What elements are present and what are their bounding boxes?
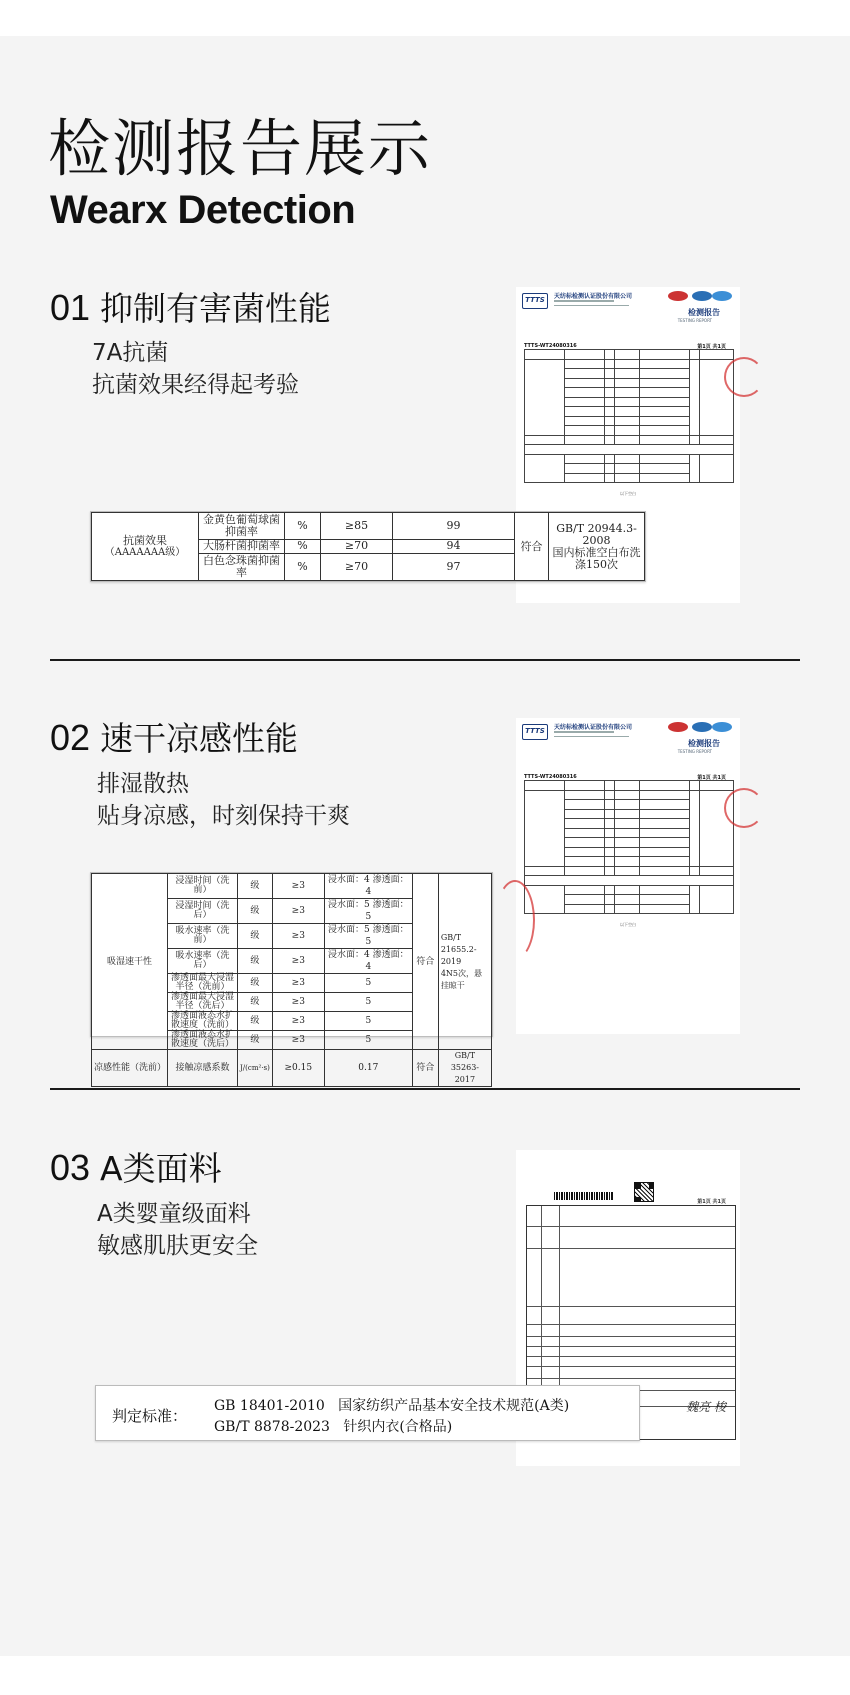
section-2-desc-line1: 排湿散热: [97, 771, 189, 797]
section-1-number: 01: [50, 287, 91, 328]
quickdry-standard: GB/T 21655.2-2019 4N5次，悬挂晾干: [438, 874, 491, 1050]
accreditation-badges-icon: [662, 722, 732, 736]
section-3-desc-line1: A类婴童级面料: [97, 1201, 251, 1227]
report-mini-table: [524, 780, 734, 914]
table-row: 渗透面液态水扩散速度（洗后）: [168, 1031, 238, 1050]
table-row: 浸湿时间（洗前）: [168, 874, 238, 899]
table-row: 吸水速率（洗前）: [168, 924, 238, 949]
report-number: TTTS-WT24080316: [524, 774, 577, 780]
section-1-desc-line1: 7A抗菌: [92, 340, 169, 366]
report-sublabel: TESTING REPORT: [677, 749, 712, 754]
report-sublabel: TESTING REPORT: [677, 318, 712, 323]
report-page-number: 第1页 共1页: [697, 344, 726, 350]
test-report-image-2: [516, 718, 740, 1034]
report-page-number: 第1页 共1页: [697, 775, 726, 781]
quickdry-verdict: 符合: [412, 874, 438, 1050]
section-3-desc-line2: 敏感肌肤更安全: [97, 1233, 258, 1259]
section-3-desc: [97, 1198, 258, 1262]
table-row: 吸水速率（洗后）: [168, 949, 238, 974]
section-2-number: 02: [50, 717, 91, 758]
section-3-title: A类面料: [100, 1149, 222, 1188]
page-subtitle: Wearx Detection: [50, 188, 356, 232]
section-1-title: 抑制有害菌性能: [100, 289, 332, 328]
report-footer: 以下空白: [620, 922, 636, 927]
seal-stamp-icon: [495, 880, 535, 960]
report-number: TTTS-WT24080316: [524, 343, 577, 349]
ttts-logo-icon: TTTS: [522, 724, 548, 740]
report-header: [522, 722, 734, 752]
standard-line-2: GB/T 8878-2023 针织内衣(合格品): [214, 1419, 453, 1435]
section-1-heading: [50, 287, 332, 328]
report-company: 天纺标检测认证股份有限公司: [554, 293, 633, 300]
antibacterial-category: 抗菌效果 （AAAAAAA级）: [92, 513, 199, 581]
standard-line-1: GB 18401-2010 国家纺织产品基本安全技术规范(A类): [214, 1398, 570, 1414]
report-mini-table: [524, 349, 734, 483]
table-row: 浸湿时间（洗后）: [168, 899, 238, 924]
signature: 魏亮 梭: [686, 1400, 726, 1414]
cool-category: 凉感性能（洗前）: [92, 1050, 168, 1087]
section-1-desc: [92, 337, 299, 401]
antibacterial-table: 抗菌效果 （AAAAAAA级） 金黄色葡萄球菌抑菌率 % ≥85 99 符合 GB/T 20944.3-2008 国内标准空白布洗涤150次 大肠杆菌抑菌率 % ≥70 94 白色念珠菌抑菌率 % ≥70 97: [90, 511, 646, 582]
section-2-desc: [97, 768, 350, 832]
seal-stamp-icon: [724, 357, 764, 397]
table-row: 金黄色葡萄球菌抑菌率: [199, 513, 285, 540]
table-row: 大肠杆菌抑菌率: [199, 539, 285, 553]
table-row: 渗透面最大浸湿半径（洗后）: [168, 993, 238, 1012]
table-row: 接触凉感系数: [168, 1050, 238, 1087]
antibacterial-verdict: 符合: [515, 513, 549, 581]
page-title: 检测报告展示: [48, 112, 433, 185]
accreditation-badges-icon: [662, 291, 732, 305]
standards-box: [95, 1385, 640, 1441]
table-row: 渗透面液态水扩散速度（洗前）: [168, 1012, 238, 1031]
report-label: 检测报告: [688, 739, 720, 748]
barcode-icon: [554, 1192, 614, 1200]
report-label: 检测报告: [688, 308, 720, 317]
section-2-desc-line2: 贴身凉感，时刻保持干爽: [97, 803, 350, 829]
antibacterial-standard: GB/T 20944.3-2008 国内标准空白布洗涤150次: [549, 513, 645, 581]
section-3-number: 03: [50, 1147, 91, 1188]
standards-label: 判定标准：: [112, 1407, 188, 1425]
qr-code-icon: [634, 1182, 654, 1202]
section-3-heading: [50, 1147, 222, 1188]
seal-stamp-icon: [724, 788, 764, 828]
table-row: 渗透面最大浸湿半径（洗前）: [168, 974, 238, 993]
section-1-desc-line2: 抗菌效果经得起考验: [92, 372, 299, 398]
section-divider: [50, 1088, 800, 1090]
report-header: [522, 291, 734, 321]
section-2-heading: [50, 717, 299, 758]
table-row: 白色念珠菌抑菌率: [199, 554, 285, 581]
ttts-logo-icon: TTTS: [522, 293, 548, 309]
section-divider: [50, 659, 800, 661]
quickdry-category: 吸湿速干性: [92, 874, 168, 1050]
quickdry-table: 吸湿速干性 浸湿时间（洗前） 级 ≥3 浸水面：4 渗透面：4 符合 GB/T 21655.2-2019 4N5次，悬挂晾干 浸湿时间（洗后） 级 ≥3 浸水面：5 渗透面：5 吸水速率（洗前） 级 ≥3 浸水面：5 渗透面：5 吸水速率（洗后） 级 ≥3 浸水面：4 渗透面：4 渗透面最大浸湿半径（洗前） 级 ≥3 5 渗透面最大浸湿半径（洗后） 级 ≥3 5 渗透面液态水扩散速度（洗前） 级 ≥3 5 渗透面液态水扩散速度（洗后） 级 ≥3 5 凉感性能（洗前） 接触凉感系数 J/(cm²·s) ≥0.15 0.17 符合 GB/T 35263-2017: [90, 872, 493, 1037]
report-company: 天纺标检测认证股份有限公司: [554, 724, 633, 731]
section-2-title: 速干凉感性能: [100, 719, 299, 758]
report-page-number: 第1页 共1页: [697, 1199, 726, 1205]
report-footer: 以下空白: [620, 491, 636, 496]
